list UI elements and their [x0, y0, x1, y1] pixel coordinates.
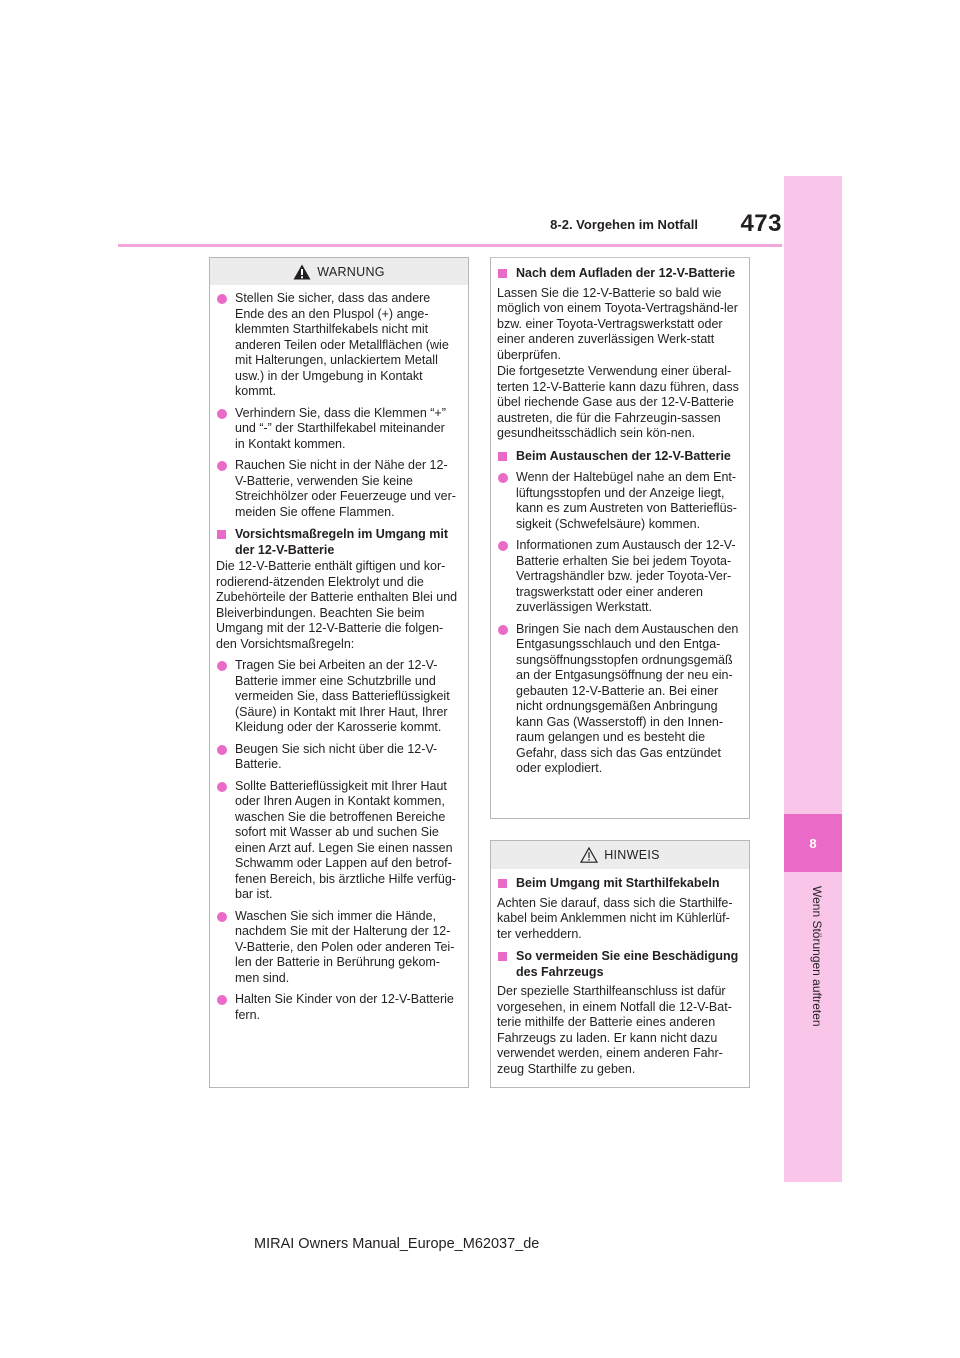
footer-manual-id: MIRAI Owners Manual_Europe_M62037_de: [254, 1236, 540, 1252]
square-bullet-icon: [498, 952, 507, 961]
square-bullet-icon: [498, 879, 507, 888]
bullet-icon: [217, 912, 227, 922]
paragraph: Lassen Sie die 12-V-Batterie so bald wie möglich von einem Toyota-Vertragshänd-ler bzw. einer Toyota-Vertragswerkstatt oder einer anderen zuverlässigen Werk-statt überprüfen.: [497, 285, 738, 362]
warning-header: [210, 258, 468, 285]
bullet-icon: [498, 541, 508, 551]
warning-continued-body: [491, 258, 749, 777]
bullet-icon: [498, 625, 508, 635]
page-number: 473: [740, 210, 782, 237]
section-title: 8-2. Vorgehen im Notfall: [550, 217, 698, 232]
warning-box: [209, 257, 469, 1088]
paragraph: Die fortgesetzte Verwendung einer überal-terten 12-V-Batterie kann dazu führen, dass übel riechende Gase aus der 12-V-Batterie austreten, die für die Fahrzeugin-sassen gesundheitsschädlich sein kön-nen.: [497, 364, 739, 440]
paragraph: Der spezielle Starthilfeanschluss ist dafür vorgesehen, in einem Notfall die 12-V-Bat-terie mithilfe der Batterie eines anderen Fahrzeugs zu laden. Er kann nicht dazu verwendet werden, einem anderen Fahr-zeug Starthilfe zu geben.: [497, 984, 732, 1076]
list-item: Halten Sie Kinder von der 12-V-Batterie fern.: [216, 992, 458, 1023]
bullet-icon: [217, 745, 227, 755]
bullet-icon: [217, 409, 227, 419]
header-rule: [118, 244, 782, 247]
list-item: Informationen zum Austausch der 12-V-Batterie erhalten Sie bei jedem Toyota-Vertragshändler bzw. jeder Toyota-Ver-tragswerkstatt oder einer anderen zuverlässigen Werkstatt.: [497, 538, 739, 616]
bullet-icon: [217, 661, 227, 671]
bullet-icon: [498, 473, 508, 483]
chapter-number-tab: 8: [784, 814, 842, 872]
list-item: Bringen Sie nach dem Austauschen den Entgasungsschlauch und den Entga-sungsöffnungsstopfen ordnungsgemäß an der Entgasungsöffnung der neu ein-gebauten 12-V-Batterie an. Bei einer nicht ordnungsgemäßen Anbringung kann Gas (Wasserstoff) in den Innen-raum gelangen und es besteht die Gefahr, dass sich das Gas entzündet oder explodiert.: [497, 622, 739, 777]
list-item: Waschen Sie sich immer die Hände, nachdem Sie mit der Halterung der 12-V-Batterie, den Polen oder anderen Tei-len der Batterie in Berührung gekom-men sind.: [216, 909, 458, 987]
list-item: Verhindern Sie, dass die Klemmen “+” und “-” der Starthilfekabel miteinander in Kontakt kommen.: [216, 406, 458, 453]
square-bullet-icon: [498, 269, 507, 278]
list-item: Beugen Sie sich nicht über die 12-V-Batterie.: [216, 742, 458, 773]
bullet-icon: [217, 782, 227, 792]
bullet-icon: [217, 995, 227, 1005]
paragraph: Achten Sie darauf, dass sich die Starthilfe-kabel beim Anklemmen nicht im Kühlerlüf-ter verheddern.: [497, 895, 733, 941]
warning-title: WARNUNG: [317, 264, 385, 279]
chapter-title: Wenn Störungen auftreten: [810, 886, 824, 1027]
notice-title: HINWEIS: [604, 848, 660, 862]
warning-triangle-icon: [293, 264, 311, 280]
subheading: Beim Umgang mit Starthilfekabeln: [497, 876, 739, 892]
subheading: Nach dem Aufladen der 12-V-Batterie: [497, 266, 739, 282]
notice-triangle-icon: [580, 847, 598, 863]
square-bullet-icon: [217, 530, 226, 539]
list-item: Wenn der Haltebügel nahe an dem Ent-lüftungsstopfen und der Anzeige liegt, kann es zum Austreten von Batterieflüs-sigkeit (Schwefelsäure) kommen.: [497, 470, 739, 532]
list-item: Tragen Sie bei Arbeiten an der 12-V-Batterie immer eine Schutzbrille und vermeiden Sie, dass Batterieflüssigkeit (Säure) in Kontakt mit Ihrer Haut, Ihrer Kleidung oder der Karosserie kommt.: [216, 658, 458, 736]
list-item: Stellen Sie sicher, dass das andere Ende des an den Pluspol (+) ange-klemmten Starthilfekabels nicht mit anderen Teilen oder Metallflächen (wie mit Halterungen, unlackiertem Metall usw.) in der Umgebung in Kontakt kommt.: [216, 291, 458, 400]
notice-header: [491, 841, 749, 869]
notice-box: [490, 840, 750, 1088]
subheading: Vorsichtsmaßregeln im Umgang mit der 12-V-Batterie: [216, 527, 458, 558]
paragraph: Die 12-V-Batterie enthält giftigen und kor-rodierend-ätzenden Elektrolyt und die Zubehörteile der Batterie enthalten Blei und Bleiverbindungen. Beachten Sie beim Umgang mit der 12-V-Batterie die folgen-den Vorsichtsmaßregeln:: [216, 559, 458, 651]
list-item: Rauchen Sie nicht in der Nähe der 12-V-Batterie, verwenden Sie keine Streichhölzer oder Feuerzeuge und ver-meiden Sie offene Flammen.: [216, 458, 458, 520]
subheading: Beim Austauschen der 12-V-Batterie: [497, 449, 739, 465]
notice-body: [491, 876, 749, 1077]
warning-body: [210, 291, 468, 1023]
warning-continued-box: [490, 257, 750, 819]
bullet-icon: [217, 461, 227, 471]
subheading: So vermeiden Sie eine Beschädigung des Fahrzeugs: [497, 949, 739, 980]
list-item: Sollte Batterieflüssigkeit mit Ihrer Haut oder Ihren Augen in Kontakt kommen, waschen Sie die betroffenen Bereiche sofort mit Wasser ab und suchen Sie einen Arzt auf. Legen Sie einen nassen Schwamm oder Lappen auf den betrof-fenen Bereich, bis ärztliche Hilfe verfüg-bar ist.: [216, 779, 458, 903]
square-bullet-icon: [498, 452, 507, 461]
bullet-icon: [217, 294, 227, 304]
